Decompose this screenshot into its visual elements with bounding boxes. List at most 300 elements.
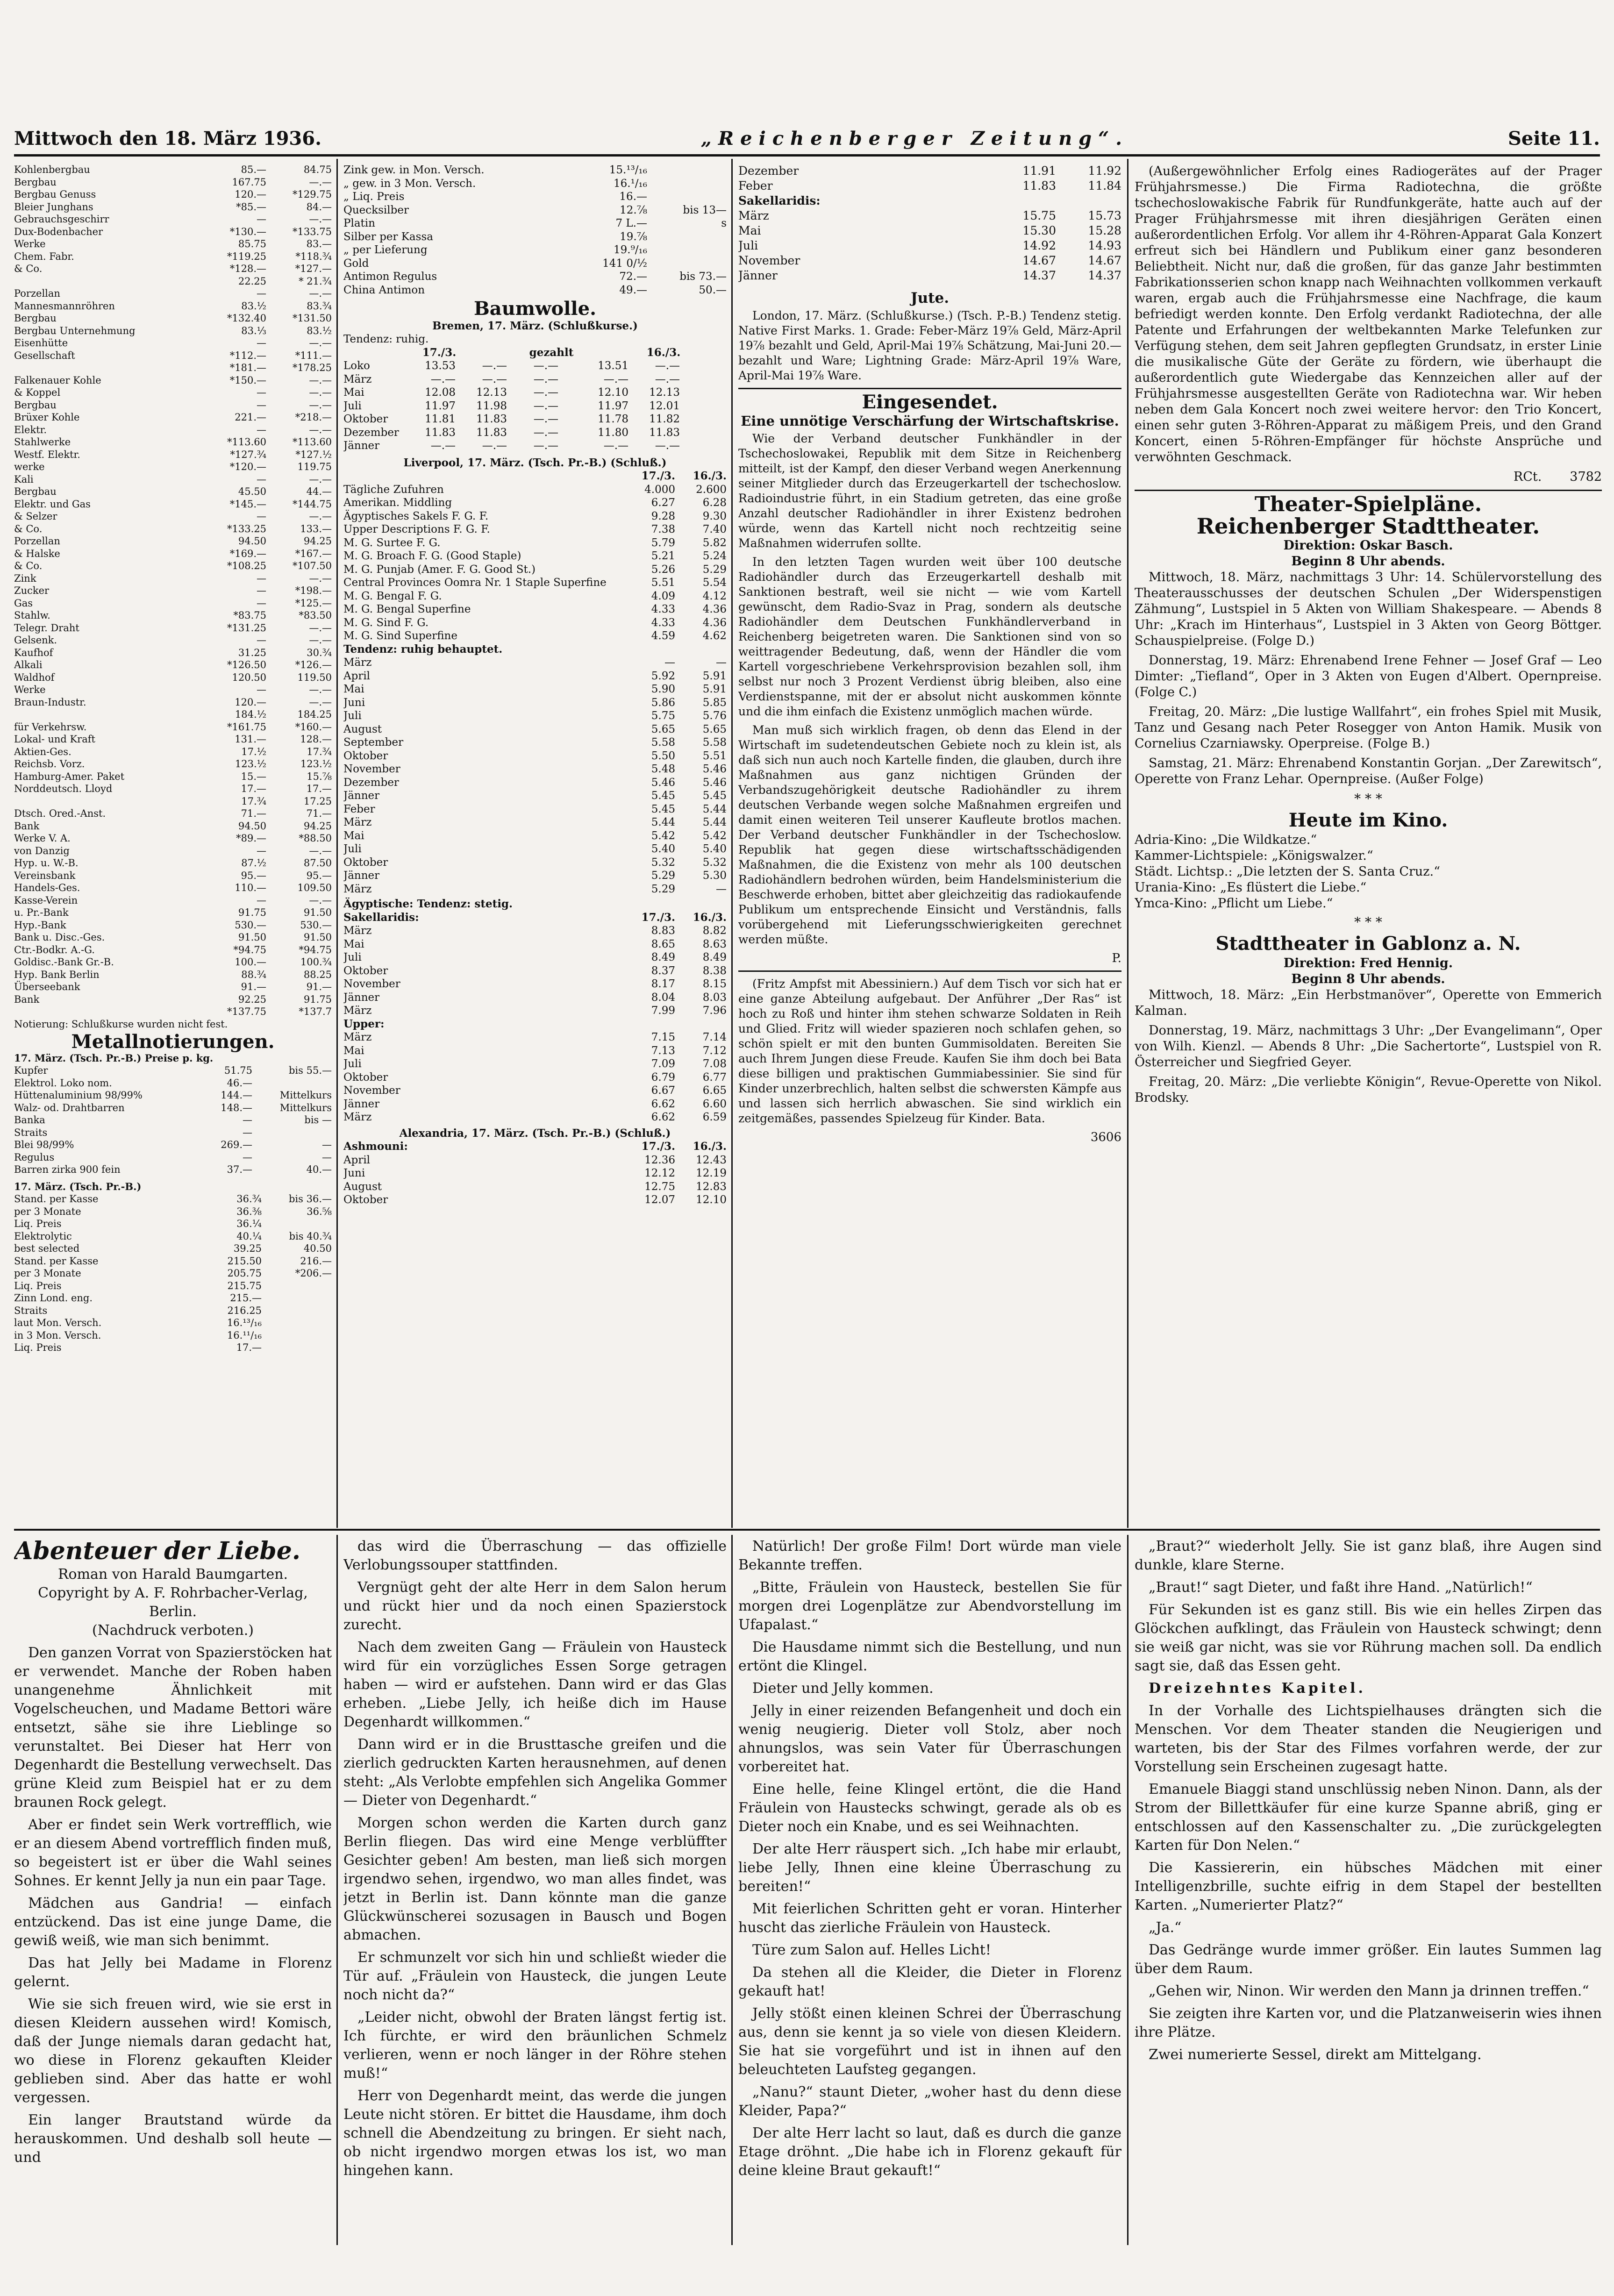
table-row (14, 1267, 332, 1280)
stock-price-prev: —.— (309, 399, 332, 411)
table-row (343, 829, 727, 843)
price-prev: 5.82 (702, 536, 727, 549)
stock-price-today: *83.75 (233, 610, 266, 621)
price-today: 8.65 (651, 938, 675, 950)
prev-paid: 11.83 (649, 426, 680, 439)
metal-price-2 (262, 1317, 332, 1329)
stock-price-today: 85.75 (238, 238, 266, 250)
table-row (14, 1193, 332, 1205)
stock-price-prev: 17.¾ (307, 746, 332, 757)
novel-paragraph: Herr von Degenhardt meint, das werde die jungen Leute nicht stören. Er bittet die Hausdame, ihm doch schnell die Abendzeitung zu bringen. Er sieht nach, ob nicht irgendwo morgen etwas los ist, wo man hingehen kann. (343, 2088, 727, 2179)
stock-price-today: 17.— (241, 783, 266, 794)
stock-name: Reichsb. Vorz. (14, 758, 85, 770)
table-row (343, 1044, 727, 1058)
novel-paragraph: Das hat Jelly bei Madame in Florenz gelernt. (14, 1955, 332, 1990)
metal-name: Stand. per Kasse (14, 1193, 99, 1205)
stock-price-prev: 91.50 (303, 907, 332, 918)
month: März (343, 1005, 372, 1017)
stock-price-today: — (257, 511, 266, 522)
price-prev: — (716, 656, 727, 669)
table-row (14, 1317, 332, 1329)
table-row (343, 1004, 727, 1018)
price-today: 5.86 (651, 696, 675, 709)
table-row (343, 576, 727, 590)
metal-name: Hüttenaluminium 98/99% (14, 1090, 143, 1101)
table-row (343, 670, 727, 683)
metal-price: — (243, 1114, 252, 1126)
liverpool-col-1: 17./3. (641, 470, 675, 482)
paid-1: —.— (482, 360, 507, 372)
metal2-subheading: 17. März. (Tsch. Pr.-B.) (14, 1180, 142, 1192)
month: Juli (738, 239, 758, 252)
stock-price-prev: 84.— (306, 201, 332, 213)
liverpool-column-headers (343, 470, 727, 483)
metal-name: per 3 Monate (14, 1268, 81, 1279)
price-prev: 7.40 (702, 523, 727, 535)
table-row (343, 1193, 727, 1207)
cotton-section-title: Baumwolle. (473, 298, 596, 320)
stock-price-prev: 30.¾ (307, 647, 332, 658)
table-row (14, 572, 332, 585)
stock-price-today: *133.25 (227, 523, 266, 535)
stock-price-today: *137.75 (227, 1006, 266, 1017)
metal-name: Quecksilber (343, 204, 409, 216)
stock-name: Überseebank (14, 981, 80, 992)
stock-name (14, 708, 201, 721)
metal-price-2 (647, 243, 727, 257)
metal-name: China Antimon (343, 284, 425, 296)
stock-price-today: 87.½ (241, 857, 266, 869)
month: November (738, 254, 800, 267)
metal-price-2 (252, 1127, 332, 1139)
letter-paragraph: Wie der Verband deutscher Funkhändler in der Tschechoslowakei, Republik mit dem Sitze in Reichenberg mitteilt, ist der Kampf, den dieser Verband wegen Anerkennung seiner Mitglieder durch das Erzeugerkartell der tschechoslow. Radioindustrie führt, in ein Stadium getreten, das eine große Anzahl deutscher Radiohändler in ihrer Existenz bedrohen würde, wenn das Kartell nicht noch rechtzeitig seine Maßnahmen widerrufen sollte. (738, 432, 1121, 550)
metal-price-2 (252, 1077, 332, 1090)
stock-price-prev: 530.— (300, 919, 332, 931)
stock-price-today: *161.75 (227, 721, 266, 733)
price-today: 7.99 (651, 1005, 675, 1017)
table-row (14, 870, 332, 882)
stock-price-today: 120.50 (232, 671, 266, 683)
price-today: 14.67 (1022, 254, 1056, 267)
metal-name: Zink gew. in Mon. Versch. (343, 164, 485, 176)
price-today: 5.75 (651, 710, 675, 722)
table-row (14, 894, 332, 907)
price: 11.97 (425, 399, 456, 412)
price-today: 5.45 (651, 803, 675, 815)
table-row (14, 411, 332, 424)
table-row (14, 164, 332, 176)
radiotechna-sig: RCt. (1513, 470, 1542, 484)
table-row (14, 461, 332, 473)
stock-price-prev: 44.— (306, 486, 332, 497)
table-row (14, 906, 332, 919)
metal-name: Walz- od. Drahtbarren (14, 1102, 125, 1113)
month: Juli (343, 1058, 362, 1070)
stock-name: Bank (14, 993, 40, 1005)
month: Jänner (343, 870, 380, 882)
price-today: 8.49 (651, 951, 675, 963)
price-prev: 4.36 (702, 616, 727, 629)
metal-price-2 (647, 177, 727, 191)
metal-price-2: s (721, 217, 727, 229)
month: Oktober (343, 1194, 388, 1206)
egypt-heading-row (343, 898, 727, 911)
table-row (14, 473, 332, 486)
price-prev: 12.43 (696, 1154, 727, 1166)
price-today: 7.13 (651, 1044, 675, 1057)
table-row (14, 436, 332, 449)
stock-name (14, 1005, 201, 1018)
price-today: 5.45 (651, 790, 675, 802)
table-row (14, 213, 332, 226)
stock-price-prev: —.— (309, 622, 332, 634)
metal-price-2: bis 73.— (679, 271, 727, 283)
egypt-col-1: 17./3. (641, 911, 675, 924)
jute-report: London, 17. März. (Schlußkurse.) (Tsch. P.-B.) Tendenz stetig. Native First Marks. 1. Grade: Feber-März 19⅞ Geld, März-April 19⅞ bezahlt und Geld, April-Mai 19⅞ Schätzung, Mai-Juni 20.— bezahlt und Ware; Lightning Grade: März-April 19⅞ Ware, April-Mai 19⅞ Ware. (738, 309, 1121, 382)
paid-1: 12.13 (476, 386, 507, 399)
stock-name: Bank (14, 820, 40, 832)
price-prev: 5.44 (702, 803, 727, 815)
table-row (14, 1292, 332, 1305)
metal-price: 215.— (230, 1292, 262, 1304)
stock-price-prev: 87.50 (303, 857, 332, 869)
metal-price: 7 L.— (615, 217, 647, 229)
price-today: 8.17 (651, 978, 675, 990)
month: März (343, 816, 372, 828)
stock-price-today: — (257, 585, 266, 596)
stock-name: Brüxer Kohle (14, 412, 80, 423)
price-prev: 8.49 (702, 951, 727, 963)
month: Mai (343, 1044, 364, 1057)
stock-name: Kohlenbergbau (14, 164, 90, 175)
month: Mai (343, 683, 364, 695)
stock-name: & Co. (14, 523, 43, 535)
table-row (14, 758, 332, 770)
stock-name: Goldisc.-Bank Gr.-B. (14, 956, 114, 968)
price: 12.08 (425, 386, 456, 399)
letter-paragraph: In den letzten Tagen wurden weit über 100 deutsche Radiohändler durch das Erzeugerkartell deshalb mit Sanktionen bestraft, weil sie nicht — wie vom Kartell gewünscht, dem Radio-Svaz in Prag, sondern als deutsche Radiohändler dem Deutschen Funkhändlerverband in Reichenberg beigetreten waren. Die Sanktionen sind von so weittragender Bedeutung, daß, wenn der Händler die vom Kartell vorgeschriebene Verkehrsprovision bezahlen soll, ihm selbst nur noch 3 Prozent Verdienst übrig bleiben, also eine Verdienstspanne, mit der er absolut nicht auskommen könnte und die ihm einfach die Existenz unmöglich machen würde. (738, 555, 1121, 718)
table-row (14, 671, 332, 684)
stock-name: Hamburg-Amer. Paket (14, 770, 125, 782)
divider (1135, 490, 1602, 491)
paid-2: —.— (533, 373, 558, 385)
price-prev: 4.12 (702, 590, 727, 602)
table-row (14, 548, 332, 560)
gablonz-director: Direktion: Fred Hennig. (1283, 956, 1453, 970)
novel-title: Abenteuer der Liebe. (14, 1537, 300, 1565)
price-prev: 5.46 (702, 763, 727, 775)
radiotechna-signature-row (1135, 469, 1602, 485)
table-row (14, 1255, 332, 1268)
metal-price-2 (262, 1292, 332, 1305)
stock-price-today: — (257, 894, 266, 906)
price-prev: 5.32 (702, 856, 727, 869)
novel-column-3 (738, 1537, 1121, 2243)
novel-paragraph: „Nanu?“ staunt Dieter, „woher hast du denn diese Kleider, Papa?“ (738, 2084, 1121, 2119)
table-row (14, 1163, 332, 1176)
table-row (14, 820, 332, 833)
quality-name: Amerikan. Middling (343, 497, 452, 509)
table-row (14, 1151, 332, 1164)
table-row (343, 523, 727, 536)
price-today: 6.62 (651, 1098, 675, 1110)
month: Jänner (343, 991, 380, 1004)
table-row (343, 1084, 727, 1098)
stock-name: & Co. (14, 263, 43, 274)
stock-price-today: 530.— (235, 919, 266, 931)
price-prev: 4.62 (702, 630, 727, 642)
section-rule (14, 1529, 1600, 1531)
stock-price-prev: 184.25 (297, 709, 332, 720)
table-row (14, 832, 332, 845)
prev-price: 12.10 (598, 386, 628, 399)
metal-price: 72.— (619, 271, 647, 283)
stock-name: Bergbau (14, 399, 57, 411)
metal-price-2: — (322, 1139, 332, 1150)
metal-name: in 3 Mon. Versch. (14, 1329, 101, 1341)
metal-price: 216.25 (227, 1305, 262, 1316)
month: Oktober (343, 856, 388, 869)
program-entry: Donnerstag, 19. März: Ehrenabend Irene Fehner — Josef Graf — Leo Dimter: „Tiefland“, Oper in 3 Akten von Eugen d'Albert. Opernpreise. (Folge C.) (1135, 653, 1602, 699)
stock-name: Gas (14, 597, 33, 609)
price-prev: 6.65 (702, 1084, 727, 1097)
stock-price-prev: *83.50 (299, 610, 332, 621)
price-prev: — (716, 883, 727, 895)
table-row (14, 634, 332, 647)
metal-list (14, 1064, 332, 1176)
theater-column (1135, 164, 1602, 1523)
stock-name: Mannesmannröhren (14, 300, 115, 312)
stock-price-prev: —.— (309, 214, 332, 225)
stock-price-today: 131.— (235, 734, 266, 745)
stock-price-today: — (257, 337, 266, 349)
table-row (14, 300, 332, 313)
month: Feber (343, 803, 375, 815)
stock-price-prev: 95.— (306, 870, 332, 881)
metal-name: Banka (14, 1114, 45, 1126)
table-row (14, 1280, 332, 1292)
novel-paragraph: „Gehen wir, Ninon. Wir werden den Mann ja drinnen treffen.“ (1149, 1983, 1589, 1999)
cinema-entry: Adria-Kino: „Die Wildkatze.“ (1135, 833, 1317, 847)
price-today: 14.92 (1022, 239, 1056, 252)
table-row (738, 223, 1121, 238)
sakel-table (343, 924, 727, 1018)
metal-price: 16.¹³/₁₆ (227, 1317, 262, 1328)
stock-name: Bank u. Disc.-Ges. (14, 932, 105, 943)
price-prev: 8.63 (702, 938, 727, 950)
novel-column-2 (343, 1537, 727, 2243)
metal-name: per 3 Monate (14, 1205, 81, 1217)
novel-paragraph: Aber er findet sein Werk vortrefflich, wie er an diesem Abend vortrefflich finden muß, so begeistert ist er über die Wahl seines Sohnes. Er kennt Jelly ja nun ein paar Tage. (14, 1817, 332, 1889)
price-prev: 4.36 (702, 603, 727, 615)
stock-price-prev: *218.— (295, 412, 332, 423)
price-prev: 5.85 (702, 696, 727, 709)
stock-price-today: — (257, 424, 266, 435)
price-prev: 8.82 (702, 925, 727, 937)
price-prev: 5.58 (702, 736, 727, 749)
stock-name: Bleier Junghans (14, 201, 93, 213)
stock-price-prev: 109.50 (297, 882, 332, 893)
liverpool-tendency: Tendenz: ruhig behauptet. (343, 642, 503, 656)
upper-table (343, 1031, 727, 1124)
stock-price-today: 167.75 (232, 176, 266, 188)
month: April (343, 1154, 371, 1166)
stock-list (14, 164, 332, 1018)
stock-price-prev: *127.— (295, 263, 332, 274)
month: April (343, 670, 371, 682)
prev-price: 11.80 (598, 426, 628, 439)
table-row (738, 238, 1121, 253)
bremen-tendency: Tendenz: ruhig. (343, 333, 429, 345)
table-row (14, 746, 332, 758)
metal-name: Liq. Preis (14, 1280, 62, 1291)
metal-price-2: Mittelkurs (279, 1102, 332, 1113)
table-row (343, 1167, 727, 1180)
table-row (343, 603, 727, 616)
stock-price-prev: 88.25 (303, 969, 332, 980)
table-row (738, 268, 1121, 283)
stock-price-today: — (257, 684, 266, 695)
table-row (343, 991, 727, 1005)
novel-paragraph: Dann wird er in die Brusttasche greifen und die zierlich gedruckten Karten herausnehmen, auf denen steht: „Als Verlobte empfehlen sich Angelika Gommer — Dieter von Degenhardt.“ (343, 1736, 727, 1809)
metal-name: Stand. per Kasse (14, 1255, 99, 1267)
table-row (343, 217, 727, 230)
stock-name: Zink (14, 572, 36, 584)
month: Juni (343, 1167, 365, 1179)
stock-price-prev: *131.50 (293, 313, 332, 324)
stock-price-today: 94.50 (238, 535, 266, 547)
price: —.— (430, 373, 456, 385)
program-entry: Donnerstag, 19. März, nachmittags 3 Uhr: „Der Evangelimann“, Oper von Wilh. Kienzl. — Abends 8 Uhr: „Die Sachertorte“, Lustspiel von R. Österreicher und Siegfried Geyer. (1135, 1023, 1602, 1070)
metal-price-2 (647, 230, 727, 244)
metal-price: 12.⅞ (620, 204, 647, 216)
price-today: 5.92 (651, 670, 675, 682)
stock-name (14, 275, 201, 288)
month: August (343, 723, 382, 735)
month: Jänner (343, 790, 380, 802)
price-today: 12.12 (644, 1167, 675, 1179)
stock-price-today: 91.75 (238, 907, 266, 918)
month: Mai (343, 386, 364, 399)
quality-name: M. G. Broach F. G. (Good Staple) (343, 550, 521, 562)
novel-paragraph: Wie sie sich freuen wird, wie sie erst in diesen Kleidern aussehen wird! Komisch, daß der Junge niemals daran gedacht hat, wo diese in Florenz gekauften Kleider geblieben sind. Aber das hatte er wohl vergessen. (14, 1996, 332, 2106)
metal-price: 148.— (221, 1102, 252, 1113)
metal-price-2: bis — (304, 1114, 332, 1126)
price-prev: 12.10 (696, 1194, 727, 1206)
table-row (14, 560, 332, 572)
paid-2: —.— (533, 386, 558, 399)
table-row (14, 659, 332, 671)
stock-price-today: *181.— (229, 362, 266, 373)
bata-ad-number: 3606 (1090, 1130, 1121, 1144)
jute-title: Jute. (910, 290, 950, 307)
table-row (14, 424, 332, 436)
divider (738, 970, 1121, 972)
price-today: 14.37 (1022, 269, 1056, 282)
table-row (343, 883, 727, 896)
table-row (343, 1098, 727, 1111)
novel-paragraph: Er schmunzelt vor sich hin und schließt wieder die Tür auf. „Fräulein von Hausteck, die jungen Leute noch nicht da?“ (343, 1949, 727, 2003)
table-row (14, 1127, 332, 1139)
novel-paragraph: „Bitte, Fräulein von Hausteck, bestellen Sie für morgen drei Logenplätze zur Abendvorstellung im Ufapalast.“ (738, 1579, 1121, 1633)
table-row (343, 257, 727, 271)
table-row (14, 684, 332, 696)
table-row (14, 1064, 332, 1077)
liverpool-table (343, 483, 727, 643)
stock-name: & Selzer (14, 511, 57, 522)
table-row (14, 1329, 332, 1342)
theater-title: Theater-Spielpläne. (1254, 492, 1482, 516)
price-prev: 15.73 (1088, 209, 1121, 222)
price-prev: 6.28 (702, 497, 727, 509)
metal-price: 49.— (619, 284, 647, 296)
prev-paid: —.— (655, 360, 680, 372)
stock-name: Hyp. u. W.-B. (14, 857, 79, 869)
stock-price-prev: *127.½ (295, 449, 332, 460)
price-today: 4.59 (651, 630, 675, 642)
novel-paragraph: Türe zum Salon auf. Helles Licht! (752, 1942, 991, 1958)
table-row (343, 616, 727, 630)
price-today: 5.32 (651, 856, 675, 869)
stock-price-today: *130.— (229, 226, 266, 237)
stock-name: Norddeutsch. Lloyd (14, 783, 113, 794)
price-today: 5.58 (651, 736, 675, 749)
metal-price-2: Mittelkurs (279, 1090, 332, 1101)
price-prev: 5.30 (702, 870, 727, 882)
prev-paid: 11.82 (649, 413, 680, 425)
prev-price: 11.97 (598, 399, 628, 412)
table-row (343, 789, 727, 803)
month: November (343, 1084, 400, 1097)
metal-price: 215.75 (227, 1280, 262, 1291)
metal-price-2 (262, 1218, 332, 1230)
table-row (738, 178, 1121, 193)
table-row (343, 399, 727, 413)
stock-price-today: *131.25 (227, 622, 266, 634)
metal-subheading: 17. März. (Tsch. Pr.-B.) Preise p. kg. (14, 1052, 214, 1064)
table-row (343, 736, 727, 749)
price-prev: 6.59 (702, 1111, 727, 1123)
table-row (14, 1341, 332, 1354)
table-row (14, 188, 332, 201)
paid-2: —.— (533, 399, 558, 412)
stock-price-prev: —.— (309, 845, 332, 856)
price-prev: 5.51 (702, 749, 727, 762)
table-row (343, 776, 727, 790)
metal-price: — (243, 1127, 252, 1138)
table-row (343, 964, 727, 978)
month: Jänner (738, 269, 778, 282)
stock-name: Hyp. Bank Berlin (14, 969, 100, 980)
month: Juli (343, 710, 362, 722)
table-row (14, 807, 332, 820)
metal-price-2 (262, 1329, 332, 1342)
reichenberg-theater-title: Reichenberger Stadttheater. (1196, 513, 1540, 539)
metal-price: 141 0/½ (602, 257, 647, 270)
table-row (14, 1077, 332, 1090)
stock-price-prev: * 21.¾ (299, 275, 332, 287)
stock-price-today: 85.— (241, 164, 266, 175)
price-prev: 11.92 (1088, 164, 1121, 178)
metal-price: 16.¹/₁₆ (614, 177, 647, 190)
table-row (14, 795, 332, 808)
price-prev: 9.30 (702, 510, 727, 522)
stock-price-today: 83.⅓ (241, 325, 266, 336)
table-row (343, 803, 727, 816)
ashmouni-heading: Ashmouni: (343, 1140, 408, 1153)
stock-name: Gesellschaft (14, 349, 75, 361)
stock-price-prev: 94.25 (303, 535, 332, 547)
